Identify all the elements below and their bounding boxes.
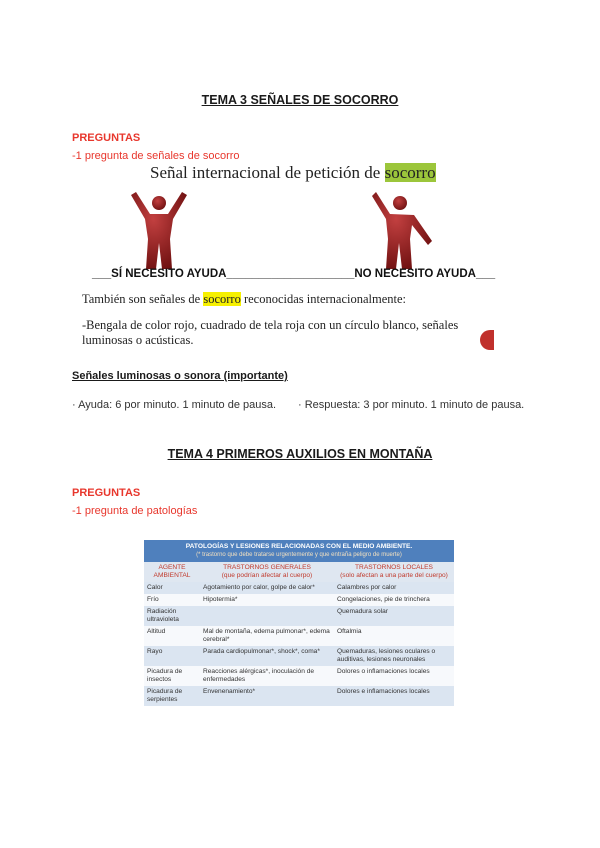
table-header-row [144, 562, 454, 582]
tambien-line [82, 292, 406, 307]
table-title-row [144, 540, 454, 562]
cell-agente: Radiación ultravioleta [144, 606, 200, 626]
senal-labels [92, 268, 495, 280]
tema3-pregunta-text: -1 pregunta de señales de socorro [72, 150, 240, 162]
cell-agente: Picadura de serpientes [144, 686, 200, 706]
person-arms-up-icon [128, 187, 190, 271]
bengala-line-2: luminosas o acústicas. [82, 333, 194, 347]
col-generales-title: TRASTORNOS GENERALES [223, 564, 311, 571]
cell-local: Congelaciones, pie de trinchera [334, 594, 454, 606]
col-generales-header [200, 562, 334, 582]
cell-local: Calambres por calor [334, 582, 454, 594]
col-locales-sub: (solo afectan a una parte del cuerpo) [340, 572, 448, 579]
tambien-text: También son señales de [82, 292, 204, 306]
col-locales-header [334, 562, 454, 582]
cell-local: Oftalmia [334, 626, 454, 646]
table-title: PATOLOGÍAS Y LESIONES RELACIONADAS CON EL MEDIO AMBIENTE. [185, 543, 413, 550]
cell-local: Quemadura solar [334, 606, 454, 626]
table-row [144, 582, 454, 594]
table-title-cell [144, 540, 454, 562]
table-row [144, 666, 454, 686]
table-subtitle: (* trastorno que debe tratarse urgentemente y que entraña peligro de muerte) [196, 552, 402, 558]
bengala-line-1: -Bengala de color rojo, cuadrado de tela roja con un círculo blanco, señales [82, 318, 459, 332]
cell-general: Parada cardiopulmonar*, shock*, coma* [200, 646, 334, 666]
tambien-highlight: socorro [203, 292, 241, 306]
cell-agente: Rayo [144, 646, 200, 666]
patologias-table [144, 540, 454, 706]
ayuda-text: · Ayuda: 6 por minuto. 1 minuto de pausa. [72, 399, 277, 411]
senal-title-highlight: socorro [384, 163, 436, 182]
tema4-preguntas-label: PREGUNTAS [72, 487, 141, 499]
table-row [144, 626, 454, 646]
cell-general: Agotamiento por calor, golpe de calor* [200, 582, 334, 594]
tema4-pregunta-text: -1 pregunta de patologías [72, 505, 198, 517]
table-row [144, 646, 454, 666]
col-generales-sub: (que podrían afectar al cuerpo) [221, 572, 313, 579]
respuesta-text: · Respuesta: 3 por minuto. 1 minuto de pausa. [298, 399, 525, 411]
cell-general: Mal de montaña, edema pulmonar*, edema cerebral* [200, 626, 334, 646]
cell-local: Dolores o inflamaciones locales [334, 666, 454, 686]
senal-title-text: Señal internacional de petición de [150, 163, 385, 182]
label-si-necesito: ___SÍ NECESITO AYUDA____________________ [92, 268, 355, 280]
cell-agente: Picadura de insectos [144, 666, 200, 686]
cell-local: Quemaduras, lesiones oculares o auditivas, lesiones neuronales [334, 646, 454, 666]
tema4-title: TEMA 4 PRIMEROS AUXILIOS EN MONTAÑA [167, 447, 433, 461]
cell-general: Envenenamiento* [200, 686, 334, 706]
senal-title [150, 163, 480, 183]
tema3-title: TEMA 3 SEÑALES DE SOCORRO [201, 93, 399, 107]
cell-agente: Calor [144, 582, 200, 594]
table-row [144, 686, 454, 706]
tambien-text-end: reconocidas internacionalmente: [240, 292, 407, 306]
cell-general: Reacciones alérgicas*, inoculación de enfermedades [200, 666, 334, 686]
person-one-arm-up-icon [370, 187, 434, 271]
table-row [144, 594, 454, 606]
col-locales-title: TRASTORNOS LOCALES [355, 564, 433, 571]
col-agente-header: AGENTE AMBIENTAL [144, 562, 200, 582]
cell-agente: Frío [144, 594, 200, 606]
tema3-preguntas-label: PREGUNTAS [72, 132, 141, 144]
table-row [144, 606, 454, 626]
red-circle-fragment [480, 330, 494, 350]
luminosas-heading: Señales luminosas o sonora (importante) [72, 370, 288, 382]
cell-local: Dolores e inflamaciones locales [334, 686, 454, 706]
label-no-necesito: NO NECESITO AYUDA___ [354, 268, 496, 280]
cell-general: Hipotermia* [200, 594, 334, 606]
cell-agente: Altitud [144, 626, 200, 646]
cell-general [200, 606, 334, 626]
